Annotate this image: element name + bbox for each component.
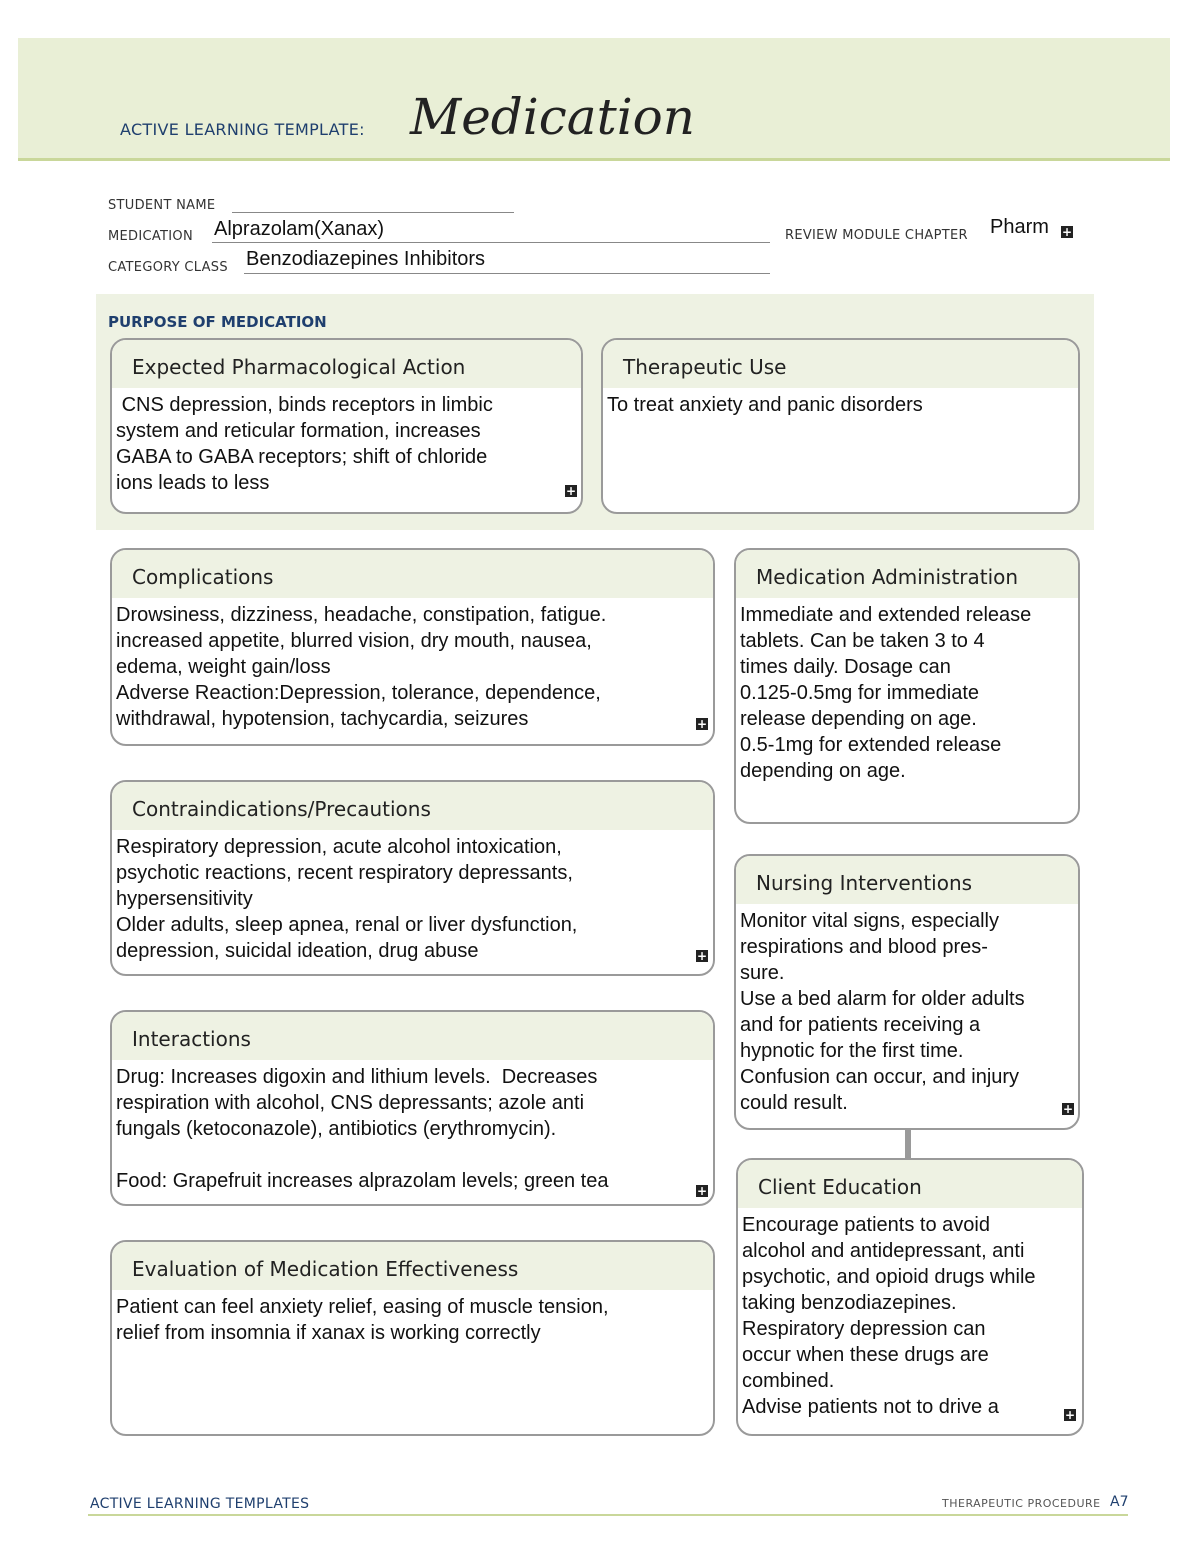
student-name-field[interactable] xyxy=(232,212,514,213)
expand-expected-action-icon[interactable]: + xyxy=(565,484,577,498)
review-module-label: REVIEW MODULE CHAPTER xyxy=(785,228,968,243)
footer-left-label: ACTIVE LEARNING TEMPLATES xyxy=(90,1496,310,1512)
purpose-title: PURPOSE OF MEDICATION xyxy=(108,313,327,331)
contraindications-heading: Contraindications/Precautions xyxy=(112,782,713,830)
medication-administration-heading: Medication Administration xyxy=(736,550,1078,598)
medication-label: MEDICATION xyxy=(108,229,193,244)
medication-administration-box[interactable] xyxy=(734,548,1080,824)
student-name-label: STUDENT NAME xyxy=(108,198,216,213)
category-class-value: Benzodiazepines Inhibitors xyxy=(246,248,486,270)
expand-contraindications-icon[interactable]: + xyxy=(696,949,708,963)
footer-right-label: THERAPEUTIC PROCEDURE xyxy=(942,1497,1101,1510)
interactions-heading: Interactions xyxy=(112,1012,713,1060)
interactions-text: Drug: Increases digoxin and lithium levels. Decreases respiration with alcohol, CNS depressants; azole anti fungals (ketoconazole), antibiotics (erythromycin). Food: Grapefruit increases alprazolam levels; green tea xyxy=(116,1066,609,1192)
therapeutic-use-text: To treat anxiety and panic disorders xyxy=(607,394,923,416)
therapeutic-use-box[interactable] xyxy=(601,338,1080,514)
nursing-interventions-text: Monitor vital signs, especially respirations and blood pres- sure. Use a bed alarm for older adults and for patients receiving a hypnotic for the first time. Confusion can occur, and injury could result. xyxy=(740,910,1025,1114)
complications-box[interactable] xyxy=(110,548,715,746)
complications-heading: Complications xyxy=(112,550,713,598)
client-education-text: Encourage patients to avoid alcohol and antidepressant, anti psychotic, and opioid drugs while taking benzodiazepines. Respiratory depression can occur when these drugs are combined. Advise patients not to drive a xyxy=(742,1214,1036,1418)
complications-text: Drowsiness, dizziness, headache, constipation, fatigue. increased appetite, blurred vision, dry mouth, nausea, edema, weight gain/loss Adverse Reaction:Depression, tolerance, dependence, withdrawal, hypotension, tachycardia, seizures xyxy=(116,604,607,730)
nursing-interventions-box[interactable] xyxy=(734,854,1080,1130)
expand-client-education-icon[interactable]: + xyxy=(1064,1408,1076,1422)
page-number: A7 xyxy=(1110,1494,1129,1510)
evaluation-box[interactable] xyxy=(110,1240,715,1436)
page-title: Medication xyxy=(410,88,695,146)
client-education-heading: Client Education xyxy=(738,1160,1082,1208)
template-label: ACTIVE LEARNING TEMPLATE: xyxy=(120,120,365,139)
medication-field[interactable] xyxy=(212,242,770,243)
category-class-field[interactable] xyxy=(244,273,770,274)
medication-value: Alprazolam(Xanax) xyxy=(214,218,385,240)
nursing-interventions-heading: Nursing Interventions xyxy=(736,856,1078,904)
contraindications-text: Respiratory depression, acute alcohol intoxication, psychotic reactions, recent respiratory depressants, hypersensitivity Older adults, sleep apnea, renal or liver dysfunction, depression, suicidal ideation, drug abuse xyxy=(116,836,578,962)
expected-action-heading: Expected Pharmacological Action xyxy=(112,340,581,388)
medication-administration-text: Immediate and extended release tablets. Can be taken 3 to 4 times daily. Dosage can 0.125-0.5mg for immediate release depending on age. 0.5-1mg for extended release depending on age. xyxy=(740,604,1032,782)
expand-nursing-interventions-icon[interactable]: + xyxy=(1062,1102,1074,1116)
expected-action-box[interactable] xyxy=(110,338,583,514)
expand-review-module-icon[interactable]: + xyxy=(1061,225,1073,239)
evaluation-text: Patient can feel anxiety relief, easing of muscle tension, relief from insomnia if xanax is working correctly xyxy=(116,1296,609,1344)
footer-divider xyxy=(88,1514,1128,1516)
contraindications-box[interactable] xyxy=(110,780,715,976)
expand-interactions-icon[interactable]: + xyxy=(696,1184,708,1198)
review-module-value: Pharm xyxy=(990,216,1049,238)
client-education-box[interactable] xyxy=(736,1158,1084,1436)
expected-action-text: CNS depression, binds receptors in limbic system and reticular formation, increases GABA to GABA receptors; shift of chloride ions leads to less xyxy=(116,394,493,494)
interactions-box[interactable] xyxy=(110,1010,715,1206)
connector-line xyxy=(905,1128,911,1158)
category-class-label: CATEGORY CLASS xyxy=(108,260,228,275)
evaluation-heading: Evaluation of Medication Effectiveness xyxy=(112,1242,713,1290)
therapeutic-use-heading: Therapeutic Use xyxy=(603,340,1078,388)
expand-complications-icon[interactable]: + xyxy=(696,717,708,731)
